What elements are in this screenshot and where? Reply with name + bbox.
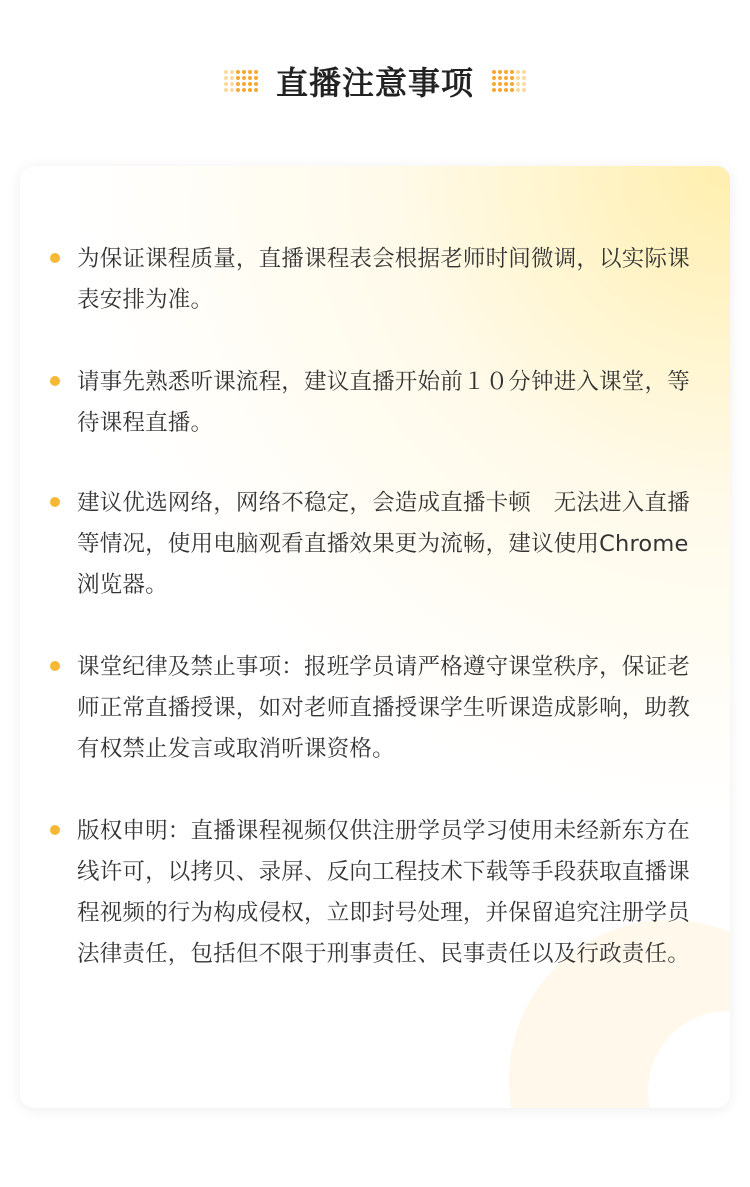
notice-card [20,166,730,1108]
list-item [50,239,712,321]
list-item-text: 为保证课程质量，直播课程表会根据老师时间微调，以实际课表安排为准。 [77,246,690,313]
list-item [50,811,712,975]
bullet-dot-icon [50,497,60,507]
list-item [50,647,712,770]
bullet-dot-icon [50,253,60,263]
bullet-dot-icon [50,825,60,835]
decorative-dots-icon [224,70,258,92]
decorative-dots-icon [492,70,526,92]
list-item-text: 请事先熟悉听课流程，建议直播开始前１０分钟进入课堂，等待课程直播。 [77,369,690,436]
list-item-text: 建议优选网络，网络不稳定，会造成直播卡顿 无法进入直播等情况，使用电脑观看直播效果更为流畅，建议使用Chrome 浏览器。 [77,490,690,598]
page-header [0,56,750,106]
list-item [50,362,712,444]
list-item-text: 课堂纪律及禁止事项：报班学员请严格遵守课堂秩序，保证老师正常直播授课，如对老师直播授课学生听课造成影响，助教有权禁止发言或取消听课资格。 [77,654,690,762]
page-title: 直播注意事项 [275,64,474,102]
list-item [50,483,712,606]
list-item-text: 版权申明：直播课程视频仅供注册学员学习使用未经新东方在线许可，以拷贝、录屏、反向工程技术下载等手段获取直播课程视频的行为构成侵权，立即封号处理，并保留追究注册学员法律责任，包括但不限于刑事责任、民事责任以及行政责任。 [77,818,690,967]
bullet-dot-icon [50,376,60,386]
bullet-dot-icon [50,661,60,671]
